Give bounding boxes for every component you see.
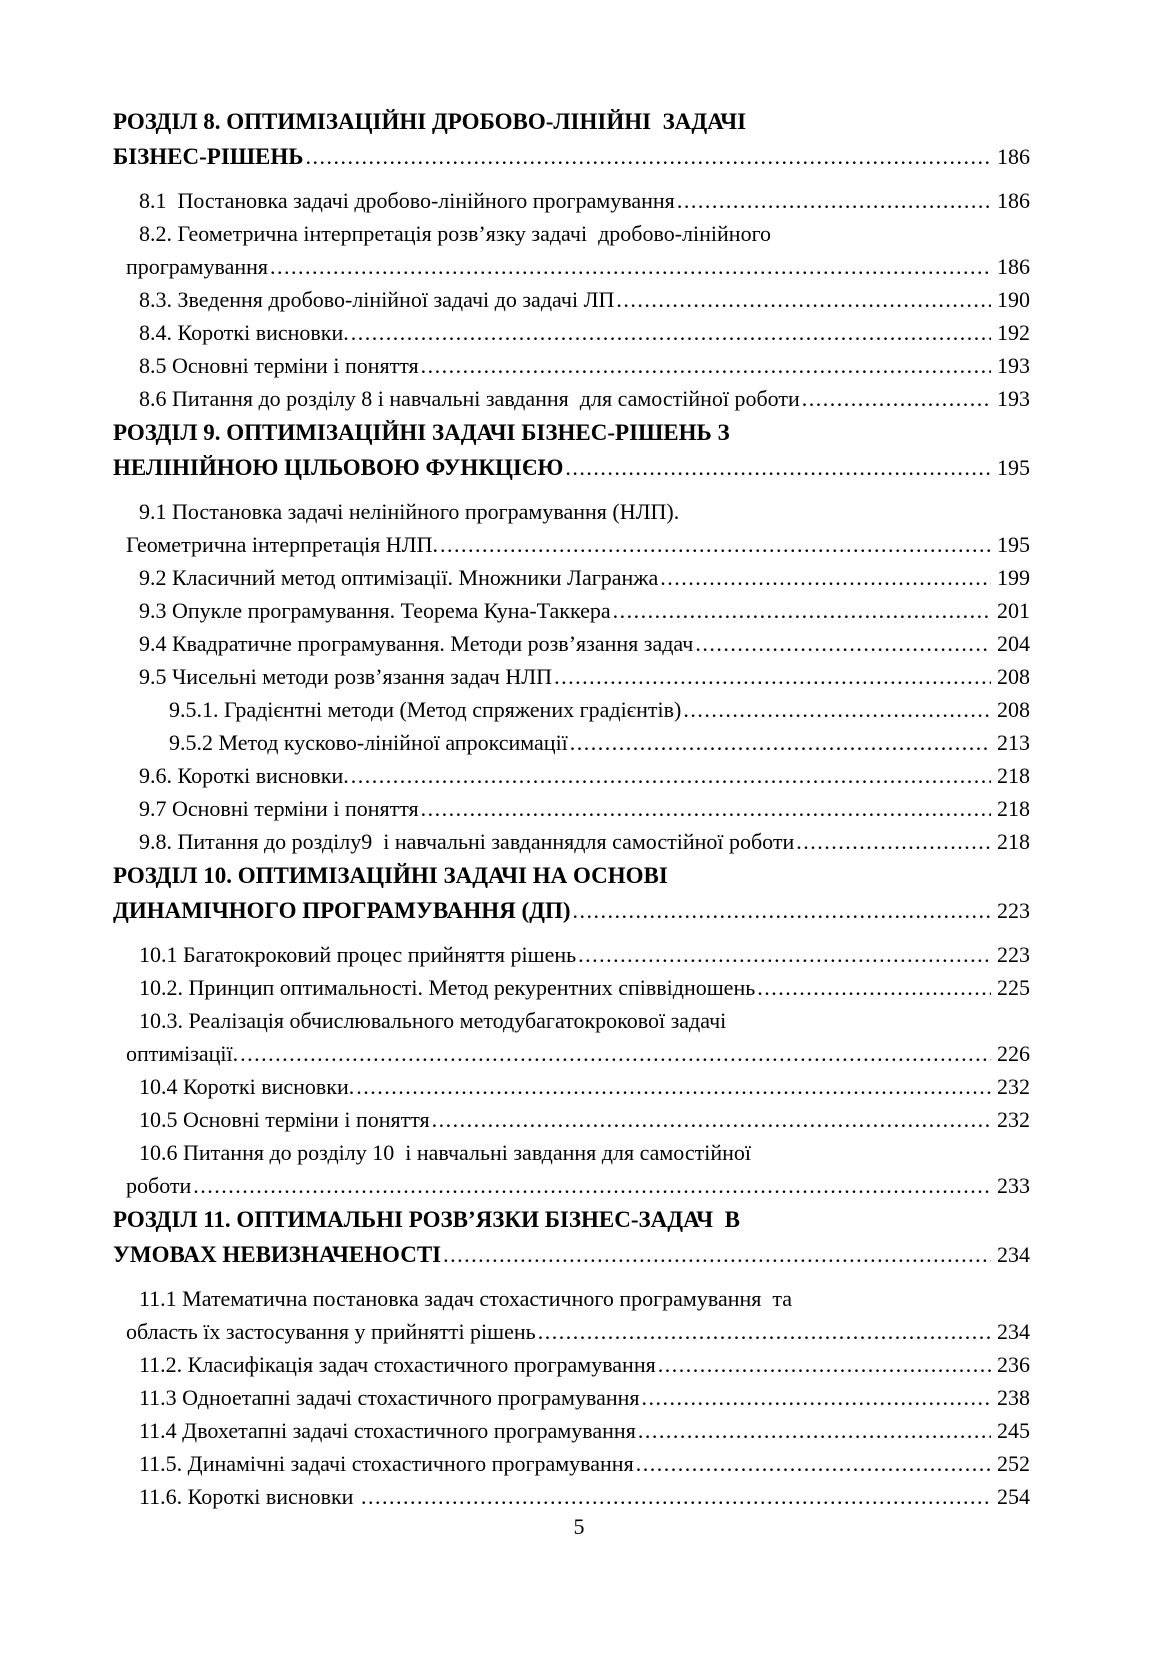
dot-leader: [794, 825, 991, 858]
chapter-title-line: УМОВАХ НЕВИЗНАЧЕНОСТІ: [113, 1242, 442, 1267]
entry-row: [113, 726, 1030, 759]
page-number: 218: [997, 763, 1030, 788]
entry-text: 9.5.1. Градієнтні методи (Метод спряжених градієнтів): [169, 697, 682, 722]
dot-leader: [568, 726, 991, 759]
page-number: 233: [997, 1173, 1030, 1198]
entry-text: 9.4 Квадратичне програмування. Методи розв’язання задач: [139, 631, 694, 656]
entry-text: 11.5. Динамічні задачі стохастичного програмування: [139, 1451, 634, 1476]
toc-entry: [113, 561, 1030, 594]
page-number: 193: [997, 386, 1030, 411]
page-number: 190: [997, 287, 1030, 312]
dot-leader: [354, 1070, 991, 1103]
dot-leader: [419, 349, 991, 382]
chapter-title-line: РОЗДІЛ 11. ОПТИМАЛЬНІ РОЗВ’ЯЗКИ БІЗНЕС-ЗАДАЧ В: [113, 1207, 740, 1232]
entry-row: [113, 1381, 1030, 1414]
entry-row: [113, 627, 1030, 660]
entry-row: [113, 561, 1030, 594]
entry-row: [113, 594, 1030, 627]
toc-entry: [113, 1480, 1030, 1513]
page-number: 232: [997, 1107, 1030, 1132]
page-number: 232: [997, 1074, 1030, 1099]
toc-entry: [113, 283, 1030, 316]
entry-row: [113, 283, 1030, 316]
entry-row: [113, 349, 1030, 382]
toc-entry: [113, 627, 1030, 660]
entry-row: [113, 382, 1030, 415]
entry-text: 10.5 Основні терміни і поняття: [139, 1107, 430, 1132]
dot-leader: [755, 971, 991, 1004]
toc-entry: [113, 1136, 1030, 1202]
entry-text: 9.5 Чисельні методи розв’язання задач НЛП: [139, 664, 553, 689]
entry-row: [113, 693, 1030, 726]
page-number: 225: [997, 975, 1030, 1000]
chapter-title-row: [113, 139, 1030, 174]
page-number: 208: [997, 697, 1030, 722]
chapter-title-line: РОЗДІЛ 9. ОПТИМІЗАЦІЙНІ ЗАДАЧІ БІЗНЕС-РІШЕНЬ З: [113, 420, 730, 445]
entry-text: 11.6. Короткі висновки: [139, 1484, 359, 1509]
chapter-title-row: [113, 893, 1030, 928]
entry-text: 9.5.2 Метод кусково-лінійної апроксимації: [169, 730, 568, 755]
page-number: 223: [997, 898, 1030, 923]
toc-chapter: [113, 104, 1030, 415]
entry-text: Геометрична інтерпретація НЛП.: [126, 532, 438, 557]
entry-text: 11.2. Класифікація задач стохастичного програмування: [139, 1352, 656, 1377]
toc-entry: [113, 349, 1030, 382]
dot-leader: [614, 283, 991, 316]
page-number: 192: [997, 320, 1030, 345]
entry-text: 9.3 Опукле програмування. Теорема Куна-Таккера: [139, 598, 611, 623]
dot-leader: [675, 184, 991, 217]
entry-text: 10.2. Принцип оптимальності. Метод рекурентних співвідношень: [139, 975, 756, 1000]
entry-row: [113, 316, 1030, 349]
toc-entry: [113, 971, 1030, 1004]
entry-row: [113, 184, 1030, 217]
toc: [113, 104, 1030, 1513]
toc-entry: [113, 382, 1030, 415]
toc-entry: [113, 495, 1030, 561]
chapter-title-line: БІЗНЕС-РІШЕНЬ: [113, 144, 304, 169]
entry-text: 8.1 Постановка задачі дробово-лінійного програмування: [139, 188, 675, 213]
dot-leader: [571, 893, 991, 928]
entry-text: 9.7 Основні терміни і поняття: [139, 796, 419, 821]
entry-row: [113, 1348, 1030, 1381]
page-number: 193: [997, 353, 1030, 378]
entry-text: 11.4 Двохетапні задачі стохастичного програмування: [139, 1418, 636, 1443]
dot-leader: [563, 450, 991, 485]
dot-leader: [636, 1414, 991, 1447]
entry-line: 10.3. Реалізація обчислювального методубагатокрокової задачі: [139, 1008, 727, 1033]
entry-row: [113, 1070, 1030, 1103]
toc-entry: [113, 1447, 1030, 1480]
entry-text: 8.3. Зведення дробово-лінійної задачі до задачі ЛП: [139, 287, 615, 312]
chapter-items: [113, 1282, 1030, 1513]
entry-text: 10.4 Короткі висновки.: [139, 1074, 355, 1099]
page-number: 218: [997, 829, 1030, 854]
page-number: 218: [997, 796, 1030, 821]
toc-entry: [113, 660, 1030, 693]
page-number: 186: [997, 188, 1030, 213]
chapter-heading: [113, 415, 1030, 485]
entry-text: 9.6. Короткі висновки.: [139, 763, 349, 788]
chapter-title-line: РОЗДІЛ 10. ОПТИМІЗАЦІЙНІ ЗАДАЧІ НА ОСНОВІ: [113, 863, 668, 888]
chapter-items: [113, 938, 1030, 1202]
entry-text: програмування: [126, 254, 269, 279]
dot-leader: [304, 139, 992, 174]
dot-leader: [441, 1237, 991, 1272]
dot-leader: [576, 938, 991, 971]
entry-text: 8.4. Короткі висновки.: [139, 320, 349, 345]
entry-row: [113, 1103, 1030, 1136]
page-number: 234: [997, 1242, 1030, 1267]
entry-text: роботи: [126, 1173, 192, 1198]
toc-entry: [113, 759, 1030, 792]
chapter-title-line: РОЗДІЛ 8. ОПТИМІЗАЦІЙНІ ДРОБОВО-ЛІНІЙНІ ЗАДАЧІ: [113, 109, 747, 134]
page-number: 204: [997, 631, 1030, 656]
entry-text: область їх застосування у прийнятті рішень: [126, 1319, 536, 1344]
dot-leader: [800, 382, 991, 415]
chapter-heading: [113, 104, 1030, 174]
entry-row: [113, 971, 1030, 1004]
entry-row: [113, 1037, 1030, 1070]
toc-entry: [113, 217, 1030, 283]
page-number: 226: [997, 1041, 1030, 1066]
page-number: 254: [997, 1484, 1030, 1509]
entry-text: оптимізації.: [126, 1041, 239, 1066]
entry-line: 11.1 Математична постановка задач стохастичного програмування та: [139, 1286, 793, 1311]
page-number: 195: [997, 455, 1030, 480]
entry-text: 8.5 Основні терміни і поняття: [139, 353, 419, 378]
entry-row: [113, 1480, 1030, 1513]
dot-leader: [658, 561, 991, 594]
chapter-heading: [113, 858, 1030, 928]
page-number: 213: [997, 730, 1030, 755]
dot-leader: [430, 1103, 991, 1136]
toc-entry: [113, 1103, 1030, 1136]
entry-line: 10.6 Питання до розділу 10 і навчальні завдання для самостійної: [139, 1140, 751, 1165]
page-number: 238: [997, 1385, 1030, 1410]
toc-entry: [113, 726, 1030, 759]
entry-text: 10.1 Багатокроковий процес прийняття рішень: [139, 942, 577, 967]
dot-leader: [640, 1381, 992, 1414]
toc-entry: [113, 184, 1030, 217]
chapter-items: [113, 495, 1030, 858]
toc-chapter: [113, 415, 1030, 858]
dot-leader: [656, 1348, 991, 1381]
toc-entry: [113, 1414, 1030, 1447]
dot-leader: [238, 1037, 991, 1070]
dot-leader: [634, 1447, 991, 1480]
dot-leader: [438, 528, 991, 561]
toc-chapter: [113, 1202, 1030, 1513]
toc-entry: [113, 1004, 1030, 1070]
page-number: 245: [997, 1418, 1030, 1443]
dot-leader: [268, 250, 991, 283]
page-number: 195: [997, 532, 1030, 557]
entry-text: 11.3 Одноетапні задачі стохастичного програмування: [139, 1385, 640, 1410]
entry-text: 8.6 Питання до розділу 8 і навчальні завдання для самостійної роботи: [139, 386, 800, 411]
toc-entry: [113, 316, 1030, 349]
chapter-title-line: НЕЛІНІЙНОЮ ЦІЛЬОВОЮ ФУНКЦІЄЮ: [113, 455, 564, 480]
entry-row: [113, 759, 1030, 792]
entry-row: [113, 938, 1030, 971]
entry-text: 9.8. Питання до розділу9 і навчальні завданнядля самостійної роботи: [139, 829, 795, 854]
dot-leader: [349, 759, 991, 792]
entry-row: [113, 660, 1030, 693]
toc-entry: [113, 1348, 1030, 1381]
entry-row: [113, 1169, 1030, 1202]
dot-leader: [681, 693, 991, 726]
dot-leader: [419, 792, 991, 825]
entry-row: [113, 1315, 1030, 1348]
chapter-items: [113, 184, 1030, 415]
footer-page-number: 5: [573, 1514, 585, 1539]
dot-leader: [552, 660, 991, 693]
toc-entry: [113, 1070, 1030, 1103]
toc-entry: [113, 594, 1030, 627]
entry-row: [113, 1414, 1030, 1447]
chapter-heading: [113, 1202, 1030, 1272]
chapter-title-line: ДИНАМІЧНОГО ПРОГРАМУВАННЯ (ДП): [113, 898, 571, 923]
entry-row: [113, 1447, 1030, 1480]
toc-entry: [113, 938, 1030, 971]
chapter-title-row: [113, 450, 1030, 485]
page-number: 199: [997, 565, 1030, 590]
entry-line: 8.2. Геометрична інтерпретація розв’язку задачі дробово-лінійного: [139, 221, 772, 246]
dot-leader: [191, 1169, 991, 1202]
toc-entry: [113, 825, 1030, 858]
toc-entry: [113, 1381, 1030, 1414]
entry-row: [113, 250, 1030, 283]
dot-leader: [536, 1315, 991, 1348]
page-number: 236: [997, 1352, 1030, 1377]
dot-leader: [611, 594, 991, 627]
chapter-title-row: [113, 1237, 1030, 1272]
entry-row: [113, 792, 1030, 825]
page-number: 252: [997, 1451, 1030, 1476]
entry-row: [113, 825, 1030, 858]
page-number: 234: [997, 1319, 1030, 1344]
dot-leader: [359, 1480, 991, 1513]
entry-row: [113, 528, 1030, 561]
toc-entry: [113, 693, 1030, 726]
page-number: 208: [997, 664, 1030, 689]
entry-text: 9.2 Класичний метод оптимізації. Множники Лагранжа: [139, 565, 659, 590]
page-number: 201: [997, 598, 1030, 623]
toc-entry: [113, 1282, 1030, 1348]
page-number: 186: [997, 144, 1030, 169]
page-number: 223: [997, 942, 1030, 967]
toc-chapter: [113, 858, 1030, 1202]
dot-leader: [349, 316, 991, 349]
page-number: 186: [997, 254, 1030, 279]
entry-line: 9.1 Постановка задачі нелінійного програмування (НЛП).: [139, 499, 680, 524]
dot-leader: [693, 627, 991, 660]
toc-entry: [113, 792, 1030, 825]
